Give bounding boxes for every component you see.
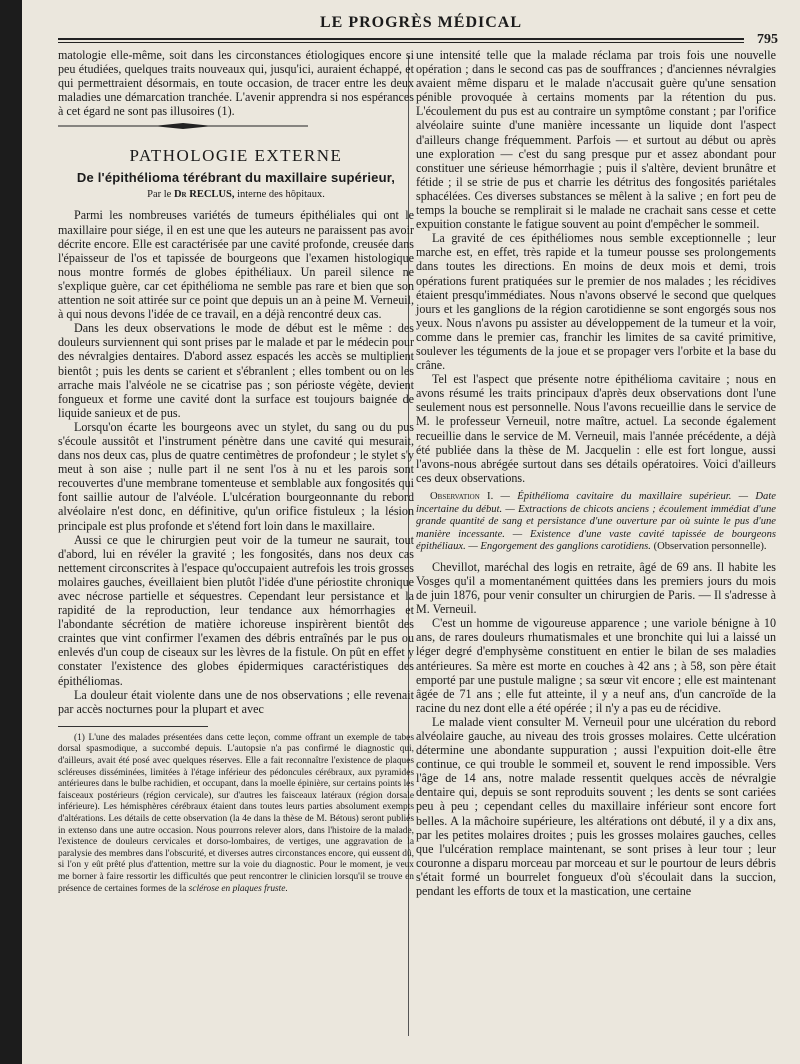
journal-title: LE PROGRÈS MÉDICAL (319, 14, 523, 31)
observation-header (416, 491, 776, 554)
header-rule (58, 38, 744, 40)
body-paragraph: Dans les deux observations le mode de début est le même : des douleurs surviennent qui sont prises par le malade et par le médecin pour des névralgies dentaires. D'abord assez espacés les accès se multiplient bientôt ; puis les dents se carient et s'ébranlent ; elles tombent ou on les arrache mais l'alvéole ne se cicatrise pas ; son périoste végète, devient fongueux et forme une cavité dont la surface est toujours baignée de liquide sanieux et de pus. (58, 321, 414, 420)
byline (58, 189, 414, 200)
body-paragraph: Aussi ce que le chirurgien peut voir de la tumeur ne saurait, tout d'abord, lui en révéler la gravité ; les fongosités, dans nos deux cas nettement circonscrites à l'espace qu'occupaient autrefois les trois grosses molaires gauches, éveillaient bien plutôt l'idée d'une périostite chronique avec nécrose partielle et séquestres. Cependant leur persistance et la rapidité de la reproduction, leur tendance aux hémorrhagies et l'abondante sécrétion de matière ichoreuse inspirèrent bientôt des craintes que vint confirmer l'examen des débris entraînés par le pus ou enlevés d'un coup de ciseaux sur les lèvres de la fistule. On pût en effet y constater l'existence des globes épidermiques caractéristiques des épithéliomas. (58, 532, 414, 688)
body-paragraph: Chevillot, maréchal des logis en retraite, âgé de 69 ans. Il habite les Vosges qu'il a momentanément quittées dans les premiers jours du mois de juin 1876, pour venir consulter un chirurgien de Paris. — Il s'adresse à M. Verneuil. (416, 559, 776, 617)
byline-suffix: interne des hôpitaux. (237, 189, 325, 201)
footnote-rule (58, 726, 208, 727)
body-paragraph: Lorsqu'on écarte les bourgeons avec un stylet, du sang ou du pus s'écoule aussitôt et l'instrument pénètre dans une cavité qui mesurait, dans nos deux cas, plus de quatre centimètres de profondeur ; le stylet s'y meut à son aise ; nulle part il ne sent l'os à nu et les parois sont recouvertes d'une membrane tomenteuse et semblable aux fongosités qui font saillie autour de l'alvéole. L'ulcération bourgeonnante du rebord alvéolaire n'est donc, en définitive, qu'un orifice fistuleux ; la lésion principale est plus profonde et s'étend fort loin dans le maxillaire. (58, 419, 414, 533)
byline-prefix: Par le (147, 189, 172, 201)
observation-source: (Observation personnelle). (653, 541, 767, 553)
section-title: PATHOLOGIE EXTERNE (129, 146, 343, 166)
observation-lead: Observation I. (430, 490, 494, 502)
body-paragraph: une intensité telle que la malade réclama par trois fois une nouvelle opération ; dans le second cas pas de souffrances ; d'anciennes névralgies avaient même disparu et le malade n'accusait guère qu'une sensation pénible provoquée à certains moments par la rétention du pus. L'écoulement du pus est au contraire un symptôme constant ; par l'orifice alvéolaire suinte d'une manière incessante un liquide dont l'aspect d'ailleurs change fréquemment. Parfois — et surtout au début ou après une exploration — c'est du sang presque pur et assez abondant pour constituer une sérieuse hémorrhagie ; puis il s'altère, devient brunâtre et fétide ; il se strie de pus et charrie les détritus des fongosités pariétales sphacélées. Ces diverses substances se mêlent à la salive ; en fort peu de temps la bouche se remplirait si le malade ne crachait sans cesse et cette expuition constante le fatigue souvent au point d'empêcher le sommeil. (416, 48, 776, 232)
page-number: 795 (757, 32, 778, 47)
header-rule-thin (58, 42, 744, 43)
body-paragraph: Parmi les nombreuses variétés de tumeurs épithéliales qui ont le maxillaire pour siége, il en est une que les auteurs ne paraissent pas avoir décrite encore. Elle est caractérisée par une cavité profonde, creusée dans l'épaisseur de l'os et tapissée de bourgeons que l'examen histologique nous montre formés de globes épithéliaux. Un pareil silence ne s'explique guère, car cet épithélioma ne semble pas rare et bien que son attention ne soit attirée sur ce point que depuis un an à peine M. Verneuil, à qui nous devons l'idée de ce travail, en a déjà rencontré deux cas. (58, 208, 414, 322)
body-paragraph: C'est un homme de vigoureuse apparence ; une variole bénigne à 10 ans, de rares douleurs rhumatismales et une bronchite qui lui a laissé un léger degré d'emphysème constituent en entier le bilan de ses maladies antérieures. Sa mère est morte en couches à 42 ans ; à 58, son père était emporté par une pustule maligne ; sa sœur vit encore ; elle est maintenant âgée de 71 ans ; elle fut atteinte, il y a neuf ans, d'un cancroïde de la racine du nez dont elle a été opérée ; il n'y a pas eu de récidive. (416, 616, 776, 715)
footnote (58, 733, 414, 895)
body-paragraph: Le malade vient consulter M. Verneuil pour une ulcération du rebord alvéolaire gauche, au niveau des trois grosses molaires. Cette ulcération détermine une abondante suppuration ; aussi l'expuition doit-elle être continue, ce qui trouble le sommeil et, souvent le rend impossible. Vers l'âge de 14 ans, notre malade ressentit quelques accès de névralgie dentaire qui, depuis se sont reproduits souvent ; les dents se sont cariées peu à peu ; cependant celles du maxillaire inférieur sont encore fort belles. A la mâchoire supérieure, les altérations ont débuté, il y a dix ans, par les petites molaires droites ; puis les grosses molaires gauches, celles que l'ulcération remplace maintenant, se sont prises à leur tour ; leur couronne a disparu morceau par morceau et sur le pourtour de leurs débris s'était formé un bourrelet fongueux d'où s'écoulait dans la succion, pendant les efforts de toux et la mastication, une certaine (416, 714, 776, 899)
right-column (416, 48, 776, 898)
page-header (58, 10, 784, 47)
byline-author: Dr RECLUS, (173, 189, 235, 201)
ornamental-rule (58, 123, 308, 129)
observation-summary: — Épithélioma cavitaire du maxillaire supérieur. — Date incertaine du début. — Extractions de chicots anciens ; écoulement immédiat d'une grande quantité de sang et persistance d'une ouverture par où suinte le pus d'une manière incessante. — Existence d'une vaste cavité tapissée de bourgeons épithéliaux. — Engorgement des ganglions carotidiens. (416, 490, 776, 553)
footnote-tail: sclérose en plaques fruste. (188, 883, 288, 894)
body-paragraph: La gravité de ces épithéliomes nous semble exceptionnelle ; leur marche est, en effet, très rapide et la tumeur pousse ses prolongements dans toutes les directions. En moins de deux mois et demi, trois opérations furent pratiquées sur le premier de nos malades ; les récidives étaient presqu'immédiates. Nous n'avons observé le second que quelques jours et les ganglions de la région carotidienne se sont engorgés sous nos yeux. Nous n'avons pu assister au développement de la tumeur et la voir, comme dans le premier cas, franchir les limites de sa cavité primitive, soulever les téguments de la joue et se propager vers l'orbite et la base du crâne. (416, 231, 776, 373)
journal-page (22, 0, 800, 1064)
intro-paragraph: matologie elle-même, soit dans les circonstances étiologiques encore si peu étudiées, quelques traits nouveaux qui, jusqu'ici, auraient échappé, et qui permettraient désormais, en toute occasion, de tracer entre les deux maladies une démarcation tranchée. L'avenir apprendra si nos espérances à cet égard ne sont pas illusoires (1). (58, 48, 414, 119)
article-title: De l'épithélioma térébrant du maxillaire supérieur, (76, 170, 396, 186)
body-paragraph: La douleur était violente dans une de nos observations ; elle revenait par accès nocturnes pour la plupart et avec (58, 687, 414, 716)
footnote-body: (1) L'une des malades présentées dans cette leçon, comme offrant un exemple de tabes dorsal spasmodique, a succombé depuis. L'autopsie n'a pas confirmé le diagnostic qui, d'ailleurs, avait été posé avec quelques réserves. Elle a fait reconnaître l'existence de plaques scléreuses disséminées, limitées à l'étage inférieur des pédoncules cérébraux, aux pyramides antérieures dans le bulbe rachidien, et occupant, dans la moelle épinière, sur certains points les faisceaux postérieurs (région cervicale), sur d'autres les faisceaux latéraux (région dorsale inférieure). Les hémisphères cérébraux étaient dans toutes leurs parties absolument exempts d'altérations. Les détails de cette observation (la 4e dans la thèse de M. Bétous) seront publiés in extenso dans une autre occasion. Nous pourrons relever alors, dans l'histoire de la malade, l'existence de douleurs cervicales et dorso-lombaires, de vertiges, une aggravation de la paralysie des membres dans l'obscurité, et diverses autres circonstances encore, qui eussent dû, si l'on y eût prêté plus d'attention, mettre sur la voie du diagnostic. Pour le moment, je veux me borner à faire ressortir les difficultés que peut rencontrer le clinicien lorsqu'il se trouve en présence de certaines formes de la (58, 732, 414, 894)
footnote-text (58, 733, 414, 895)
body-paragraph: Tel est l'aspect que présente notre épithélioma cavitaire ; nous en avons résumé les traits principaux d'après deux observations dont l'une seulement nous est personnelle. Nous l'avons recueillie dans le service de M. le professeur Verneuil, notre maître, actuel. La seconde également recueillie dans le service de M. Verneuil, mais l'année précédente, a déjà été publiée dans la thèse de M. Jacquelin : elle est fort longue, aussi l'avons-nous abrégée surtout dans ses détails opératoires. Voici d'ailleurs ces deux observations. (416, 372, 776, 485)
left-column (58, 48, 414, 895)
